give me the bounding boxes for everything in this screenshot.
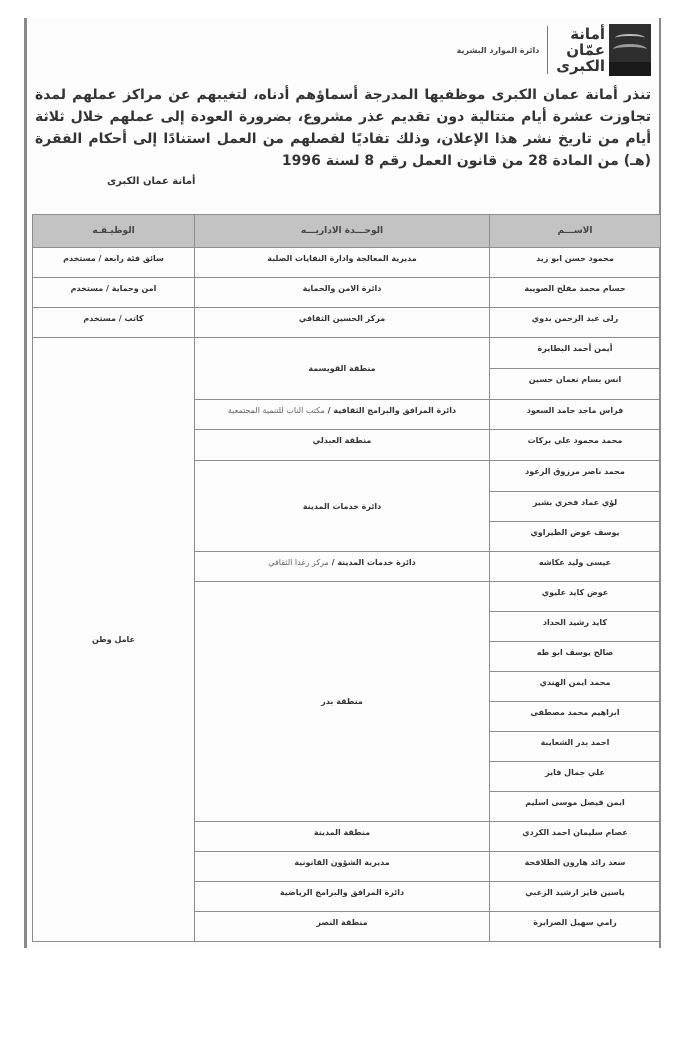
cell-name: يوسف عوض الطيراوي [490, 522, 661, 552]
cell-name: فراس ماجد حامد السعود [490, 400, 661, 430]
cell-unit: مركز الحسين الثقافي [195, 308, 490, 338]
notice-document [24, 18, 661, 948]
cell-name: عيسى وليد عكاشه [490, 552, 661, 582]
cell-name: احمد بدر الشعايبة [490, 732, 661, 762]
cell-job: سائق فئة رابعة / مستخدم [33, 248, 195, 278]
cell-unit: منطقة النصر [195, 912, 490, 942]
cell-name: علي جمال فايز [490, 762, 661, 792]
cell-name: كايد رشيد الحداد [490, 612, 661, 642]
blank-area [0, 948, 685, 1041]
table-row [33, 248, 661, 278]
unit-main: دائرة المرافق والبرامج الثقافية / [324, 406, 457, 415]
table-row [33, 338, 661, 369]
cell-unit: منطقة المدينة [195, 822, 490, 852]
header-unit: الوحـــدة الاداريـــه [195, 215, 490, 248]
cell-name: محمد ناصر مرزوق الرعود [490, 461, 661, 492]
cell-name: عصام سليمان احمد الكردي [490, 822, 661, 852]
document-header [457, 18, 651, 82]
logo-line-1: أمانة [570, 25, 605, 43]
cell-name: محمود حسن ابو زيد [490, 248, 661, 278]
cell-unit: منطقة بدر [195, 582, 490, 822]
cell-name: لؤي عماد فخري بشير [490, 492, 661, 522]
signature: أمانة عمان الكبرى [107, 176, 196, 187]
cell-job: عامل وطن [33, 338, 195, 942]
cell-job: امن وحماية / مستخدم [33, 278, 195, 308]
cell-unit: منطقة العبدلي [195, 430, 490, 461]
header-divider [547, 26, 548, 74]
cell-unit [195, 400, 490, 430]
cell-unit: مديرية الشؤون القانونية [195, 852, 490, 882]
unit-main: دائرة خدمات المدينة / [328, 558, 416, 567]
header-job: الوظيـفـه [33, 215, 195, 248]
cell-unit: دائرة الامن والحماية [195, 278, 490, 308]
logo-text [556, 26, 605, 74]
cell-name: رلى عبد الرحمن بدوي [490, 308, 661, 338]
cell-name: حسام محمد مفلح الصويبة [490, 278, 661, 308]
table-header-row [33, 215, 661, 248]
unit-sub: مركز رغدا الثقافي [268, 558, 329, 567]
logo-line-3: الكبرى [556, 57, 605, 75]
cell-unit: دائرة المرافق والبرامج الرياضية [195, 882, 490, 912]
cell-unit [195, 552, 490, 582]
logo-line-2: عمّان [566, 41, 605, 59]
notice-text: تنذر أمانة عمان الكبرى موظفيها المدرجة أسماؤهم أدناه، لتغيبهم عن مراكز عملهم لمدة تجاوزت عشرة أيام متتالية دون تقديم عذر مشروع، بضرورة العودة إلى عملهم خلال ثلاثة أيام من تاريخ نشر هذا الإعلان، وذلك تفاديًا لفصلهم من العمل استنادًا إلى أحكام الفقرة (هـ) من المادة 28 من قانون العمل رقم 8 لسنة 1996 [35, 87, 651, 169]
header-name: الاســـم [490, 215, 661, 248]
unit-sub: مكتب الناب للتنمية المجتمعية [227, 406, 325, 415]
employees-table [32, 214, 661, 942]
cell-name: رامي سهيل الصرايرة [490, 912, 661, 942]
cell-unit: منطقة القويسمة [195, 338, 490, 400]
cell-name: ايمن فيصل موسى اسليم [490, 792, 661, 822]
cell-name: ابراهيم محمد مصطفى [490, 702, 661, 732]
cell-unit: دائرة خدمات المدينة [195, 461, 490, 552]
department-name: دائرة الموارد البشرية [456, 45, 540, 55]
cell-unit: مديرية المعالجة وادارة النفايات الصلبة [195, 248, 490, 278]
cell-name: محمد محمود علي بركات [490, 430, 661, 461]
cell-name: أيمن أحمد البطايرة [490, 338, 661, 369]
cell-name: ياسين فايز ارشيد الزعبي [490, 882, 661, 912]
cell-name: سعد رائد هارون الطلافحة [490, 852, 661, 882]
cell-name: محمد ايمن الهندي [490, 672, 661, 702]
table-row [33, 308, 661, 338]
cell-name: عوض كايد عليوي [490, 582, 661, 612]
amman-logo-icon [609, 24, 651, 76]
cell-job: كاتب / مستخدم [33, 308, 195, 338]
cell-name: انس بسام نعمان حسين [490, 369, 661, 400]
table-row [33, 278, 661, 308]
cell-name: صالح يوسف ابو طه [490, 642, 661, 672]
